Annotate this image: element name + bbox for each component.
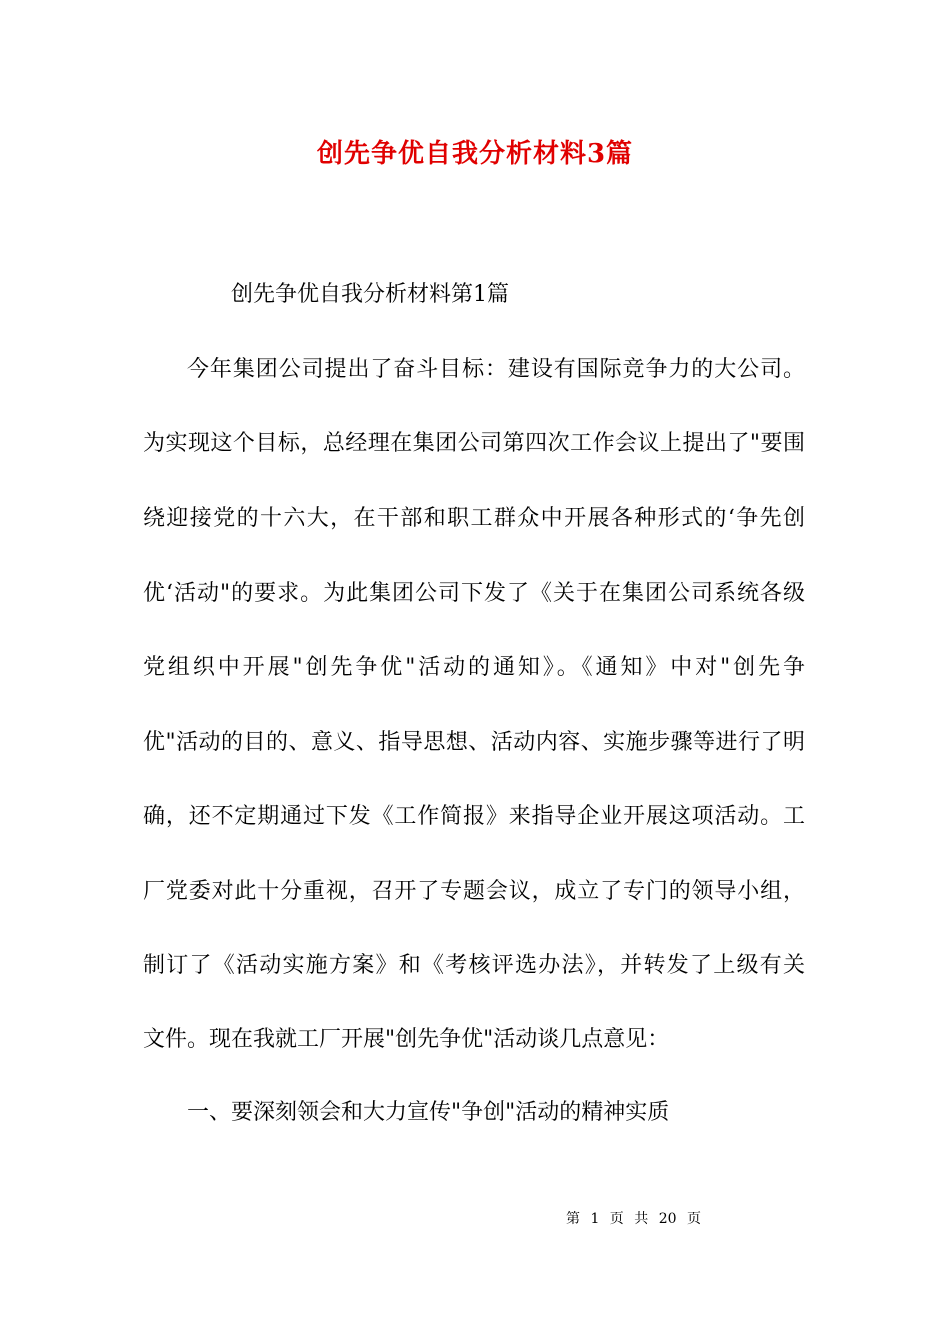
paragraph-line: 厂党委对此十分重视，召开了专题会议，成立了专门的领导小组， <box>143 879 805 904</box>
paragraph-line: 优"活动的目的、意义、指导思想、活动内容、实施步骤等进行了明 <box>143 730 805 755</box>
paragraph-line: 党组织中开展"创先争优"活动的通知》。《通知》中对"创先争 <box>143 655 805 680</box>
paragraph-line: 绕迎接党的十六大，在干部和职工群众中开展各种形式的‘争先创 <box>143 506 805 531</box>
paragraph-line: 制订了《活动实施方案》和《考核评选办法》，并转发了上级有关 <box>143 953 805 978</box>
document-title: 创先争优自我分析材料3篇 <box>316 139 634 169</box>
page-number-footer: 第 1 页 共 20 页 <box>566 1211 701 1227</box>
paragraph-line: 为实现这个目标，总经理在集团公司第四次工作会议上提出了"要围 <box>143 431 805 456</box>
section-heading: 创先争优自我分析材料第1篇 <box>231 282 509 307</box>
sub-heading: 一、要深刻领会和大力宣传"争创"活动的精神实质 <box>187 1100 670 1125</box>
paragraph-line: 确，还不定期通过下发《工作简报》来指导企业开展这项活动。工 <box>143 804 805 829</box>
paragraph-line: 今年集团公司提出了奋斗目标：建设有国际竞争力的大公司。 <box>187 357 805 382</box>
paragraph-line: 优‘活动"的要求。为此集团公司下发了《关于在集团公司系统各级 <box>143 581 805 606</box>
paragraph-line: 文件。现在我就工厂开展"创先争优"活动谈几点意见： <box>143 1027 670 1052</box>
